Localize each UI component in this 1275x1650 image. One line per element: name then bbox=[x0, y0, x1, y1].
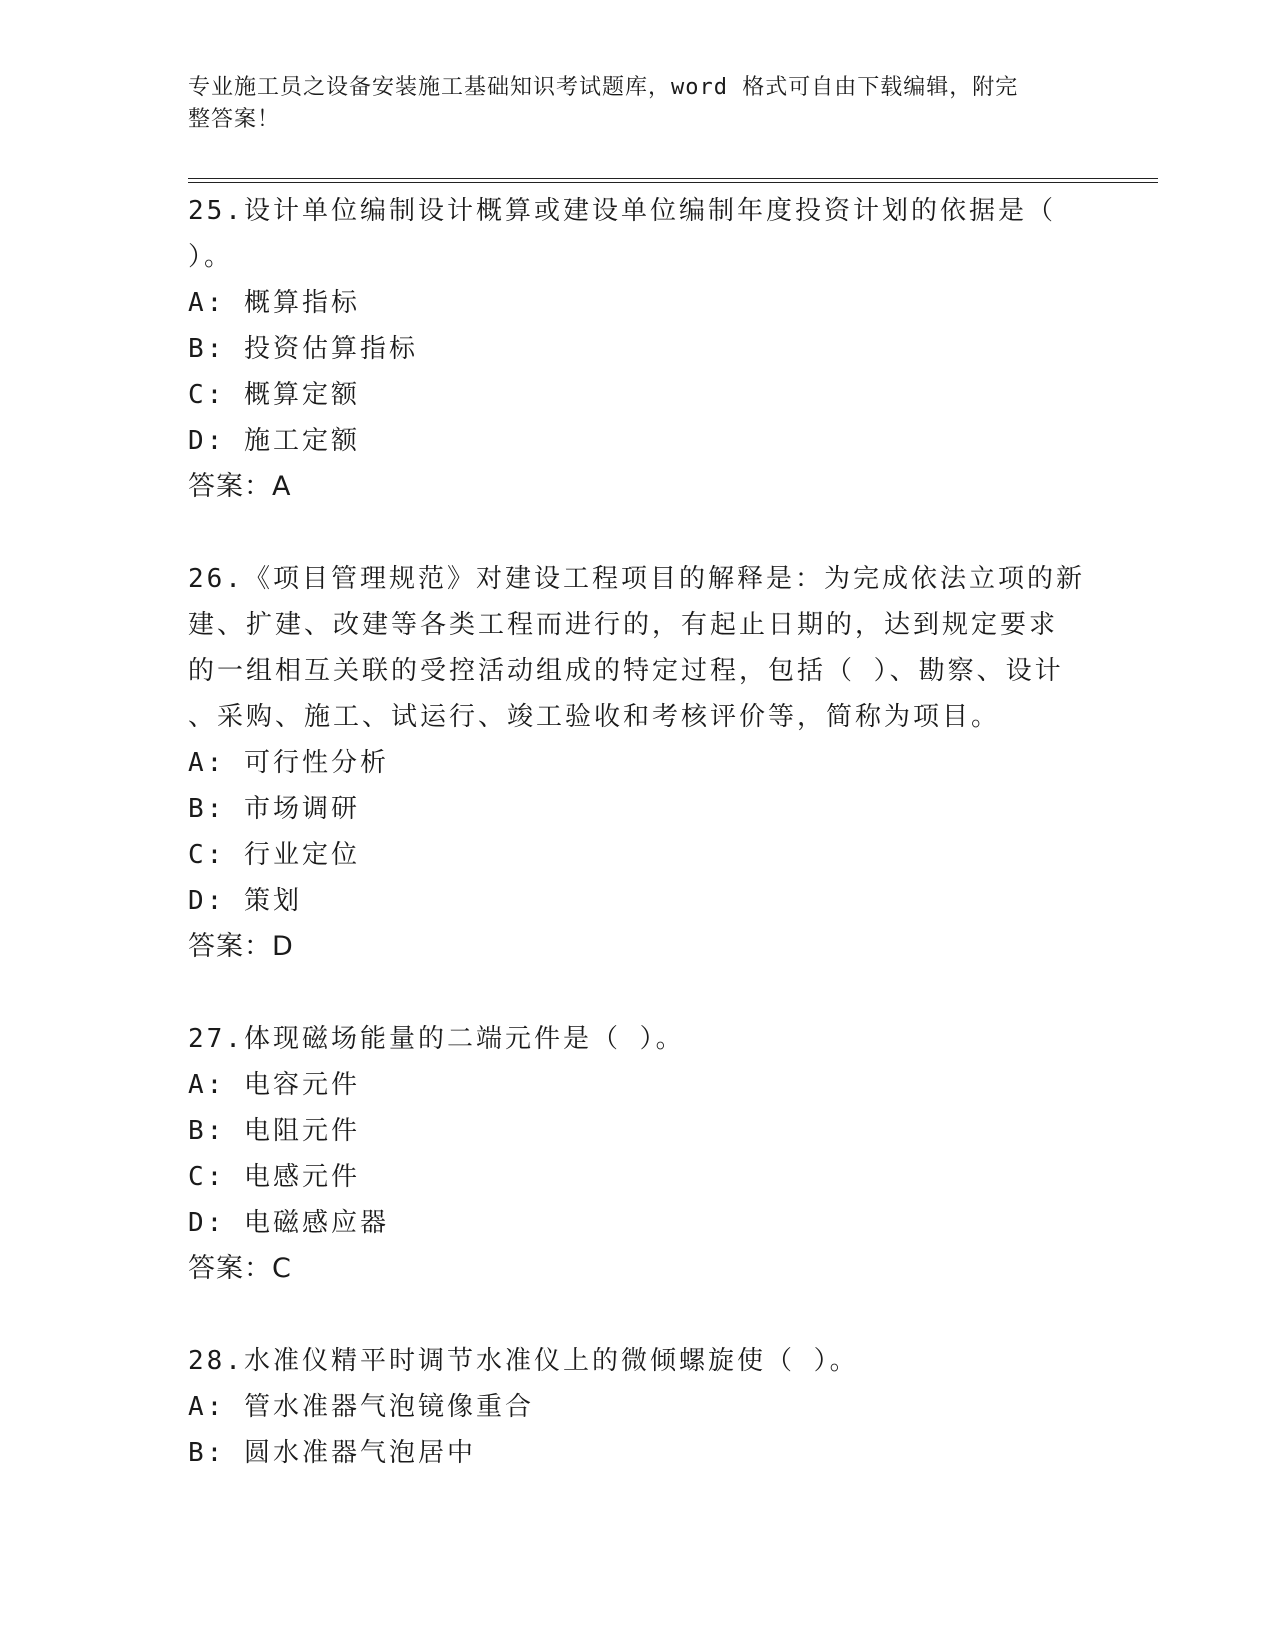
option-a: A: 可行性分析 bbox=[188, 748, 389, 778]
option-b: B: 市场调研 bbox=[188, 794, 360, 824]
header-divider-bottom bbox=[188, 182, 1158, 183]
option-b: B: 投资估算指标 bbox=[188, 334, 418, 364]
answer-line: 答案：C bbox=[188, 1253, 292, 1284]
option-a: A: 概算指标 bbox=[188, 288, 360, 318]
question-stem bbox=[188, 188, 1088, 280]
question-25 bbox=[188, 188, 1088, 510]
question-26 bbox=[188, 556, 1088, 970]
option-a: A: 管水准器气泡镜像重合 bbox=[188, 1392, 534, 1422]
option-a: A: 电容元件 bbox=[188, 1070, 360, 1100]
question-stem bbox=[188, 1016, 1088, 1062]
stem-line: 26.《项目管理规范》对建设工程项目的解释是：为完成依法立项的新 bbox=[188, 564, 1085, 594]
option-b: B: 电阻元件 bbox=[188, 1116, 360, 1146]
answer-line: 答案：D bbox=[188, 931, 294, 962]
question-28 bbox=[188, 1338, 1088, 1476]
header-line-1: 专业施工员之设备安装施工基础知识考试题库，word 格式可自由下载编辑，附完 bbox=[188, 75, 1019, 100]
stem-line: 建、扩建、改建等各类工程而进行的，有起止日期的，达到规定要求 bbox=[188, 610, 1059, 640]
question-stem bbox=[188, 1338, 1088, 1384]
stem-line: 的一组相互关联的受控活动组成的特定过程，包括（ ）、勘察、设计 bbox=[188, 656, 1064, 686]
stem-line: 27.体现磁场能量的二端元件是（ ）。 bbox=[188, 1024, 685, 1054]
stem-line: ）。 bbox=[188, 242, 234, 272]
option-c: C: 概算定额 bbox=[188, 380, 360, 410]
document-header bbox=[188, 72, 1068, 136]
option-d: D: 策划 bbox=[188, 886, 302, 916]
answer-line: 答案：A bbox=[188, 471, 292, 502]
question-27 bbox=[188, 1016, 1088, 1292]
option-c: C: 电感元件 bbox=[188, 1162, 360, 1192]
question-stem bbox=[188, 556, 1088, 740]
stem-line: 、采购、施工、试运行、竣工验收和考核评价等，简称为项目。 bbox=[188, 702, 1001, 732]
option-c: C: 行业定位 bbox=[188, 840, 360, 870]
option-b: B: 圆水准器气泡居中 bbox=[188, 1438, 476, 1468]
option-d: D: 电磁感应器 bbox=[188, 1208, 389, 1238]
header-divider-top bbox=[188, 178, 1158, 179]
stem-line: 28.水准仪精平时调节水准仪上的微倾螺旋使（ ）。 bbox=[188, 1346, 859, 1376]
question-list bbox=[188, 188, 1088, 1476]
option-d: D: 施工定额 bbox=[188, 426, 360, 456]
header-line-2: 整答案！ bbox=[188, 107, 281, 132]
stem-line: 25.设计单位编制设计概算或建设单位编制年度投资计划的依据是（ bbox=[188, 196, 1056, 226]
